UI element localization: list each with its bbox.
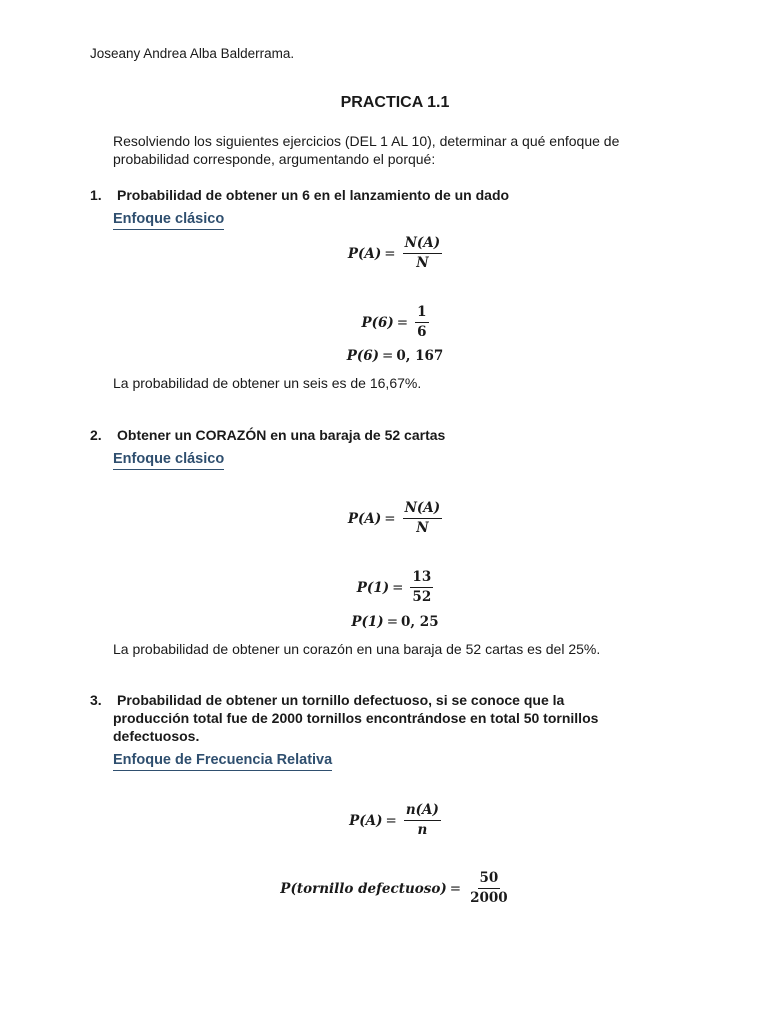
numerator: N(A) [403,501,443,519]
formula-q1-general: P(A) = $\frac{N(A)}{N}$ [347,235,441,271]
question-number: 1. [90,187,102,203]
intro-paragraph: Resolviendo los siguientes ejercicios (DEL 1 AL 10), determinar a qué enfoque de probabilidad corresponde, argumentando el porqué: [113,133,620,167]
enfoque-label-1: Enfoque clásico [113,211,224,230]
numerator: 50 [478,871,501,889]
denominator: N [416,520,429,536]
formula-q2-substitution: P(1) = $\frac{13}{52}$ [356,569,432,605]
question-2 [90,426,445,444]
formula-q1-substitution: P(6) = $\frac{1}{6}$ [361,304,427,340]
formula-lhs: P(A) [347,510,382,527]
formula-rhs: 0, 167 [396,348,444,364]
question-3 [90,691,650,745]
question-text: Probabilidad de obtener un 6 en el lanzamiento de un dado [117,187,510,203]
numerator: n(A) [404,803,441,821]
formula-lhs: P(6) [361,314,394,331]
numerator: N(A) [403,236,443,254]
question-1 [90,186,509,204]
denominator: 2000 [470,890,508,906]
formula-q2-result: P(1) = 0, 25 [351,614,439,630]
numerator: 1 [415,305,428,323]
formula-lhs: P(tornillo defectuoso) [280,880,447,897]
denominator: 52 [412,589,432,605]
conclusion-2: La probabilidad de obtener un corazón en una baraja de 52 cartas es del 25%. [113,641,601,657]
formula-q3-general: P(A) = $\frac{n(A)}{n}$ [349,802,439,838]
fraction [415,305,428,340]
formula-lhs: P(A) [349,812,383,829]
enfoque-label-3: Enfoque de Frecuencia Relativa [113,752,332,771]
conclusion-1: La probabilidad de obtener un seis es de 16,67%. [113,375,422,391]
formula-lhs: P(1) [351,614,384,630]
fraction [410,570,433,605]
author-name: Joseany Andrea Alba Balderrama. [90,46,295,61]
fraction [403,501,443,536]
page-title: PRACTICA 1.1 [340,94,450,111]
question-text-continued: producción total fue de 2000 tornillos encontrándose en total 50 tornillos defectuosos. [113,710,599,744]
fraction [403,236,443,271]
question-text: Probabilidad de obtener un tornillo defectuoso, si se conoce que la [117,692,565,708]
denominator: N [416,255,429,271]
denominator: 6 [417,324,427,340]
formula-lhs: P(A) [347,245,382,262]
formula-q3-substitution: P(tornillo defectuoso) = $\frac{50}{2000}$ [280,870,508,906]
fraction [468,871,510,906]
enfoque-label-2: Enfoque clásico [113,451,224,470]
formula-rhs: 0, 25 [401,614,439,630]
numerator: 13 [410,570,433,588]
formula-q1-result: P(6) = 0, 167 [346,348,444,364]
formula-lhs: P(6) [346,348,380,364]
formula-q2-general: P(A) = $\frac{N(A)}{N}$ [347,500,441,536]
question-text: Obtener un CORAZÓN en una baraja de 52 cartas [117,427,446,443]
fraction [404,803,441,838]
question-number: 3. [90,692,102,708]
formula-lhs: P(1) [356,579,390,596]
question-number: 2. [90,427,102,443]
denominator: n [417,822,428,838]
